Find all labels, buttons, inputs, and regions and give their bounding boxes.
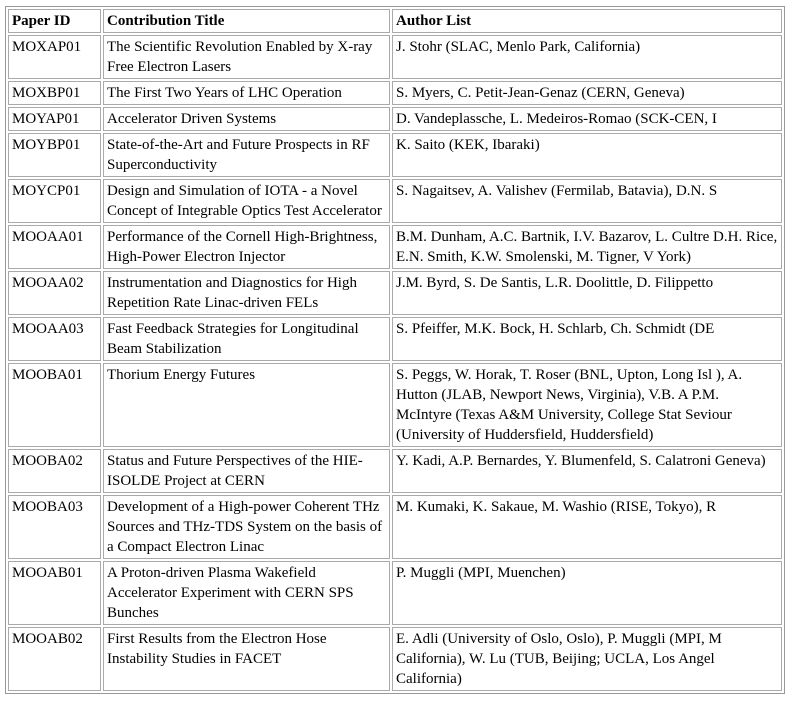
title-cell[interactable]: Thorium Energy Futures — [103, 363, 390, 447]
title-cell[interactable]: Development of a High-power Coherent THz Sources and THz-TDS System on the basis of a Compact Electron Linac — [103, 495, 390, 559]
authors-cell: S. Peggs, W. Horak, T. Roser (BNL, Upton, Long Isl ), A. Hutton (JLAB, Newport News, Virginia), V.B. A P.M. McIntyre (Texas A&M University, College Stat Seviour (University of Huddersfield, Huddersfield) — [392, 363, 782, 447]
paper-id-cell[interactable]: MOOAA03 — [8, 317, 101, 361]
table-row — [8, 225, 782, 269]
title-cell[interactable]: State-of-the-Art and Future Prospects in RF Superconductivity — [103, 133, 390, 177]
title-cell[interactable]: Accelerator Driven Systems — [103, 107, 390, 131]
table-row — [8, 35, 782, 79]
table-body — [8, 35, 782, 691]
paper-id-cell[interactable]: MOOBA01 — [8, 363, 101, 447]
paper-id-cell[interactable]: MOOAB01 — [8, 561, 101, 625]
header-contribution-title[interactable]: Contribution Title — [103, 9, 390, 33]
title-cell[interactable]: Fast Feedback Strategies for Longitudinal Beam Stabilization — [103, 317, 390, 361]
authors-cell: S. Pfeiffer, M.K. Bock, H. Schlarb, Ch. Schmidt (DE — [392, 317, 782, 361]
table-row — [8, 363, 782, 447]
table-row — [8, 133, 782, 177]
authors-cell: B.M. Dunham, A.C. Bartnik, I.V. Bazarov, L. Cultre D.H. Rice, E.N. Smith, K.W. Smolenski, M. Tigner, V York) — [392, 225, 782, 269]
paper-id-cell[interactable]: MOOBA02 — [8, 449, 101, 493]
table-row — [8, 449, 782, 493]
title-cell[interactable]: The Scientific Revolution Enabled by X-ray Free Electron Lasers — [103, 35, 390, 79]
title-cell[interactable]: Performance of the Cornell High-Brightness, High-Power Electron Injector — [103, 225, 390, 269]
authors-cell: S. Nagaitsev, A. Valishev (Fermilab, Batavia), D.N. S — [392, 179, 782, 223]
authors-cell: J. Stohr (SLAC, Menlo Park, California) — [392, 35, 782, 79]
paper-id-cell[interactable]: MOXAP01 — [8, 35, 101, 79]
paper-id-cell[interactable]: MOOAA02 — [8, 271, 101, 315]
title-cell[interactable]: The First Two Years of LHC Operation — [103, 81, 390, 105]
paper-id-cell[interactable]: MOOBA03 — [8, 495, 101, 559]
paper-id-cell[interactable]: MOYCP01 — [8, 179, 101, 223]
authors-cell: P. Muggli (MPI, Muenchen) — [392, 561, 782, 625]
authors-cell: K. Saito (KEK, Ibaraki) — [392, 133, 782, 177]
table-row — [8, 317, 782, 361]
paper-id-cell[interactable]: MOOAA01 — [8, 225, 101, 269]
title-cell[interactable]: Status and Future Perspectives of the HIE-ISOLDE Project at CERN — [103, 449, 390, 493]
authors-cell: D. Vandeplassche, L. Medeiros-Romao (SCK-CEN, I — [392, 107, 782, 131]
contributions-table — [5, 6, 785, 694]
paper-id-cell[interactable]: MOXBP01 — [8, 81, 101, 105]
authors-cell: Y. Kadi, A.P. Bernardes, Y. Blumenfeld, S. Calatroni Geneva) — [392, 449, 782, 493]
authors-cell: M. Kumaki, K. Sakaue, M. Washio (RISE, Tokyo), R — [392, 495, 782, 559]
paper-id-cell[interactable]: MOOAB02 — [8, 627, 101, 691]
contributions-table-container — [5, 6, 785, 694]
authors-cell: J.M. Byrd, S. De Santis, L.R. Doolittle, D. Filippetto — [392, 271, 782, 315]
authors-cell: S. Myers, C. Petit-Jean-Genaz (CERN, Geneva) — [392, 81, 782, 105]
paper-id-cell[interactable]: MOYBP01 — [8, 133, 101, 177]
table-row — [8, 561, 782, 625]
table-row — [8, 495, 782, 559]
authors-cell: E. Adli (University of Oslo, Oslo), P. Muggli (MPI, M California), W. Lu (TUB, Beijing; UCLA, Los Angel California) — [392, 627, 782, 691]
header-author-list[interactable]: Author List — [392, 9, 782, 33]
table-header-row — [8, 9, 782, 33]
paper-id-cell[interactable]: MOYAP01 — [8, 107, 101, 131]
table-row — [8, 627, 782, 691]
title-cell[interactable]: A Proton-driven Plasma Wakefield Accelerator Experiment with CERN SPS Bunches — [103, 561, 390, 625]
title-cell[interactable]: First Results from the Electron Hose Instability Studies in FACET — [103, 627, 390, 691]
table-row — [8, 179, 782, 223]
title-cell[interactable]: Instrumentation and Diagnostics for High Repetition Rate Linac-driven FELs — [103, 271, 390, 315]
table-row — [8, 81, 782, 105]
table-row — [8, 107, 782, 131]
table-row — [8, 271, 782, 315]
header-paper-id[interactable]: Paper ID — [8, 9, 101, 33]
title-cell[interactable]: Design and Simulation of IOTA - a Novel Concept of Integrable Optics Test Accelerator — [103, 179, 390, 223]
